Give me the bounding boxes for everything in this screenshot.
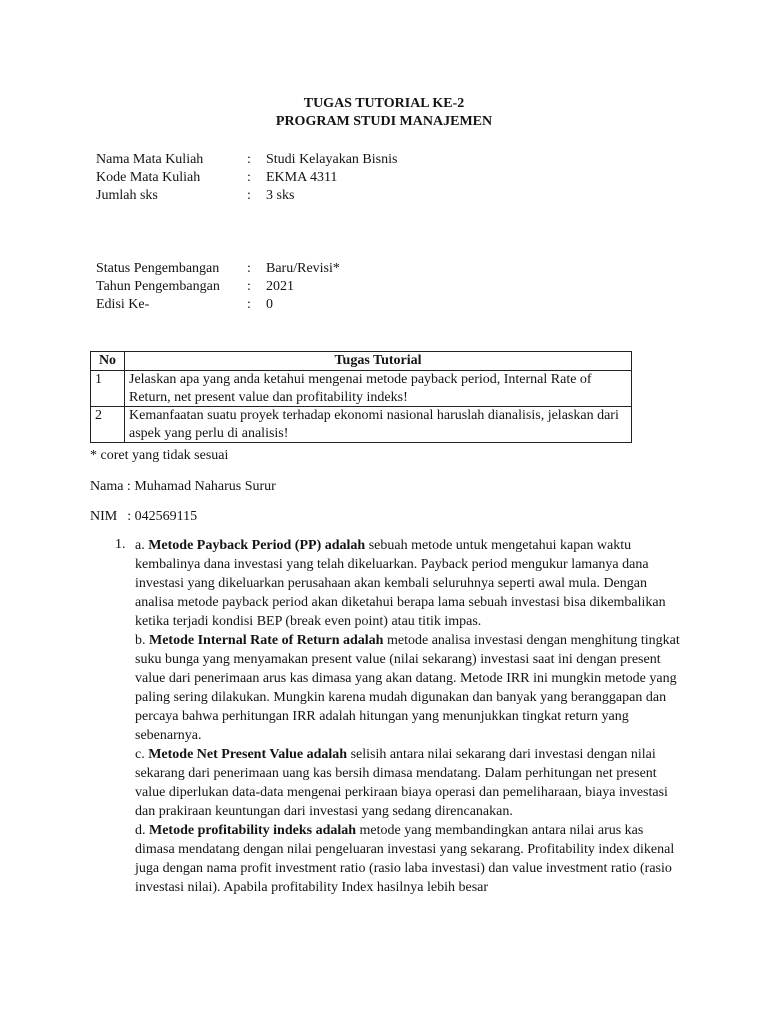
info-value: EKMA 4311	[266, 170, 338, 185]
info-label: Status Pengembangan	[96, 261, 220, 276]
term-npv: Metode Net Present Value adalah	[148, 747, 348, 762]
info-value: Baru/Revisi*	[266, 261, 340, 276]
info-colon: :	[247, 152, 251, 167]
info-value: 3 sks	[266, 188, 295, 203]
info-colon: :	[247, 170, 251, 185]
table-row	[91, 371, 632, 407]
answer-c	[135, 745, 680, 821]
info-colon: :	[247, 279, 251, 294]
answer-d	[135, 821, 680, 897]
info-colon: :	[247, 188, 251, 203]
student-name: Nama : Muhamad Naharus Surur	[90, 479, 276, 494]
tutorial-table	[90, 351, 632, 443]
student-nim	[90, 508, 197, 527]
item-prefix: c.	[135, 747, 149, 762]
info-colon: :	[247, 297, 251, 312]
info-value: 2021	[266, 279, 294, 294]
definition-text: metode analisa investasi dengan menghitung tingkat suku bunga yang menyamakan present value (nilai sekarang) investasi saat ini dengan present value dari penerimaan arus kas dimasa yang akan datang. Metode IRR ini mungkin metode yang paling sering dilakukan. Mungkin karena mudah digunakan dan banyak yang beranggapan dan percaya bahwa perhitungan IRR adalah hitungan yang menunjukkan tingkat return yang sebenarnya.	[135, 633, 680, 743]
definition-text: sebuah metode untuk mengetahui kapan waktu kembalinya dana investasi yang telah dikeluarkan. Payback period mengukur lamanya dana investasi yang dikeluarkan perusahaan akan kembali seluruhnya seperti awal mula. Dengan analisa metode payback period akan diketahui berapa lama sebuah investasi bisa dikembalikan ketika terjadi kondisi BEP (break even point) atau titik impas.	[135, 538, 666, 629]
term-payback-period: Metode Payback Period (PP) adalah	[148, 538, 366, 553]
footnote: * coret yang tidak sesuai	[90, 448, 229, 463]
program-title: PROGRAM STUDI MANAJEMEN	[275, 114, 493, 129]
answer-b	[135, 631, 680, 745]
course-name-row	[96, 151, 596, 169]
nim-value: : 042569115	[127, 509, 198, 524]
row-number: 2	[91, 407, 125, 443]
item-prefix: d.	[135, 823, 149, 838]
edition-row	[96, 296, 596, 314]
list-number: 1.	[115, 537, 126, 552]
definition-text: selisih antara nilai sekarang dari investasi dengan nilai sekarang dari penerimaan uang kas bersih dimasa mendatang. Dalam perhitungan net present value diperlukan data-data mengenai perkiraan biaya operasi dan pemeliharaan, biaya investasi dan prakiraan keuntungan dari investasi yang sedang direncanakan.	[135, 747, 668, 819]
info-value: Studi Kelayakan Bisnis	[266, 152, 398, 167]
document-title: TUGAS TUTORIAL KE-2	[303, 96, 465, 111]
info-label: Nama Mata Kuliah	[96, 152, 204, 167]
row-task-text: Jelaskan apa yang anda ketahui mengenai metode payback period, Internal Rate of Return, net present value dan profitability indeks!	[125, 371, 632, 407]
item-prefix: a.	[135, 538, 149, 553]
info-label: Edisi Ke-	[96, 297, 150, 312]
info-label: Tahun Pengembangan	[96, 279, 220, 294]
info-label: Jumlah sks	[96, 188, 158, 203]
item-prefix: b.	[135, 633, 149, 648]
nim-label: NIM	[90, 509, 118, 524]
credits-row	[96, 187, 596, 205]
table-header-no: No	[91, 352, 125, 371]
course-code-row	[96, 169, 596, 187]
definition-text: metode yang membandingkan antara nilai arus kas dimasa mendatang dengan nilai pengeluaran investasi yang sekarang. Profitability index dikenal juga dengan nama profit investment ratio (rasio laba investasi) dan value investment ratio (rasio investasi nilai). Apabila profitability Index hasilnya lebih besar	[135, 823, 675, 895]
info-colon: :	[247, 261, 251, 276]
year-row	[96, 278, 596, 296]
answer-content	[135, 536, 680, 897]
info-label: Kode Mata Kuliah	[96, 170, 201, 185]
term-irr: Metode Internal Rate of Return adalah	[149, 633, 384, 648]
answer-a	[135, 536, 680, 631]
row-number: 1	[91, 371, 125, 407]
status-row	[96, 260, 596, 278]
table-header-row	[91, 352, 632, 371]
info-value: 0	[266, 297, 273, 312]
row-task-text: Kemanfaatan suatu proyek terhadap ekonomi nasional haruslah dianalisis, jelaskan dari aspek yang perlu di analisis!	[125, 407, 632, 443]
table-row	[91, 407, 632, 443]
term-profitability-index: Metode profitability indeks adalah	[149, 823, 357, 838]
table-header-task: Tugas Tutorial	[125, 352, 632, 371]
